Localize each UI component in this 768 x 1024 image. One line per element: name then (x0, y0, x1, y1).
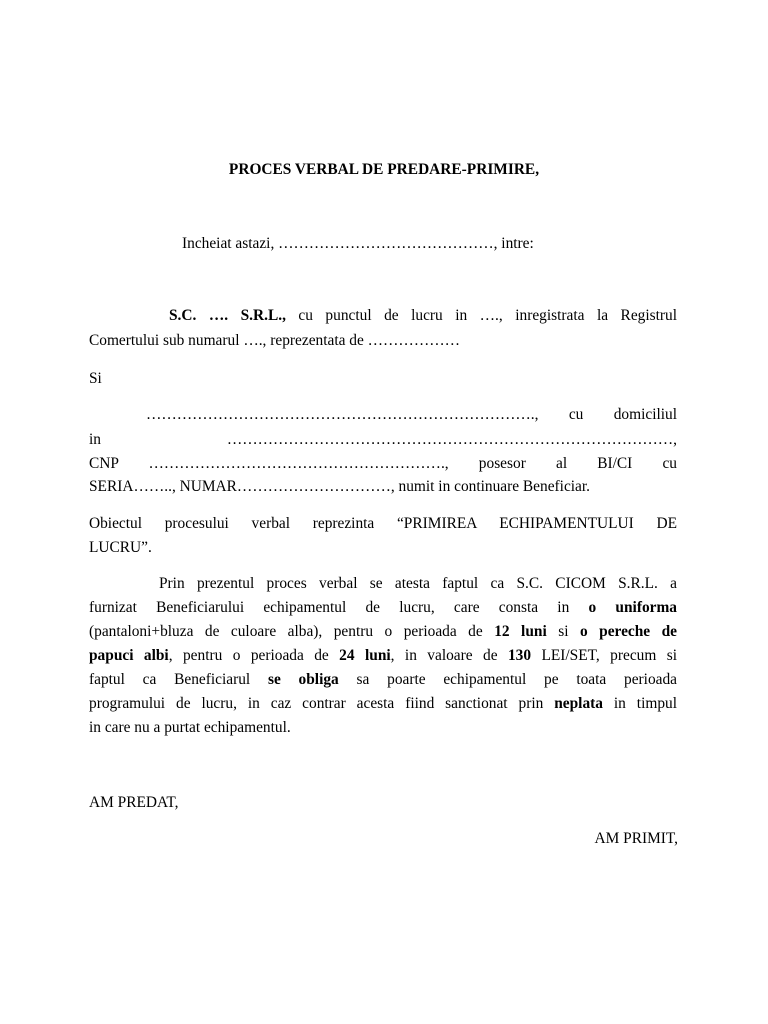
body-text: si (546, 623, 580, 640)
company-line-1 (89, 304, 677, 328)
obiect-line-1: Obiectul procesului verbal reprezinta “PRIMIREA ECHIPAMENTULUI DE (89, 515, 677, 532)
body-line-1 (89, 572, 677, 596)
beneficiary-line-3: CNP …………………………………………………., posesor al BI/CI cu (89, 455, 677, 472)
body-text: programului de lucru, in caz contrar acesta fiind sanctionat prin (89, 695, 555, 712)
body-text: in timpul (602, 695, 677, 712)
obiect-line-2: LUCRU”. (89, 539, 152, 556)
company-name: S.C. …. S.R.L., (169, 307, 286, 324)
beneficiary-line-2: in ……………………………………………………………………………, (89, 431, 677, 448)
body-text: , in valoare de (390, 647, 508, 664)
body-line-4 (89, 644, 677, 668)
body-text: , pentru o perioada de (168, 647, 340, 664)
bold-pereche: o pereche de (579, 623, 678, 640)
bold-papuci: papuci albi (89, 647, 169, 664)
body-line-6 (89, 692, 677, 716)
body-text: LEI/SET, precum si (531, 647, 677, 664)
bold-12-luni: 12 luni (494, 623, 547, 640)
bold-se-obliga: se obliga (267, 671, 339, 688)
bold-neplata: neplata (554, 695, 603, 712)
body-line-2 (89, 596, 677, 620)
bold-130: 130 (507, 647, 532, 664)
body-text: furnizat Beneficiarului echipamentul de lucru, care consta in (89, 599, 589, 616)
body-text: (pantaloni+bluza de culoare alba), pentru o perioada de (89, 623, 495, 640)
document-title: PROCES VERBAL DE PREDARE-PRIMIRE, (228, 161, 540, 178)
incheiat-line: Incheiat astazi, ……………………………………, intre: (182, 235, 534, 252)
beneficiary-line-4: SERIA…….., NUMAR…………………………, numit in continuare Beneficiar. (89, 478, 590, 495)
am-predat-label: AM PREDAT, (89, 794, 179, 811)
body-line-3 (89, 620, 677, 644)
company-line-2: Comertului sub numarul …., reprezentata de ……………… (89, 332, 460, 349)
company-line-1-rest: cu punctul de lucru in …., inregistrata la Registrul (285, 307, 677, 324)
body-line-7: in care nu a purtat echipamentul. (89, 719, 291, 736)
bold-uniforma: o uniforma (588, 599, 677, 616)
body-text: faptul ca Beneficiarul (89, 671, 268, 688)
bold-24-luni: 24 luni (339, 647, 391, 664)
body-line-1-text: Prin prezentul proces verbal se atesta faptul ca S.C. CICOM S.R.L. a (159, 575, 677, 592)
beneficiary-line-1: …………………………………………………………………., cu domiciliul (146, 406, 677, 423)
body-line-5 (89, 668, 677, 692)
si-label: Si (89, 370, 102, 387)
am-primit-label: AM PRIMIT, (594, 830, 678, 847)
body-text: sa poarte echipamentul pe toata perioada (338, 671, 677, 688)
